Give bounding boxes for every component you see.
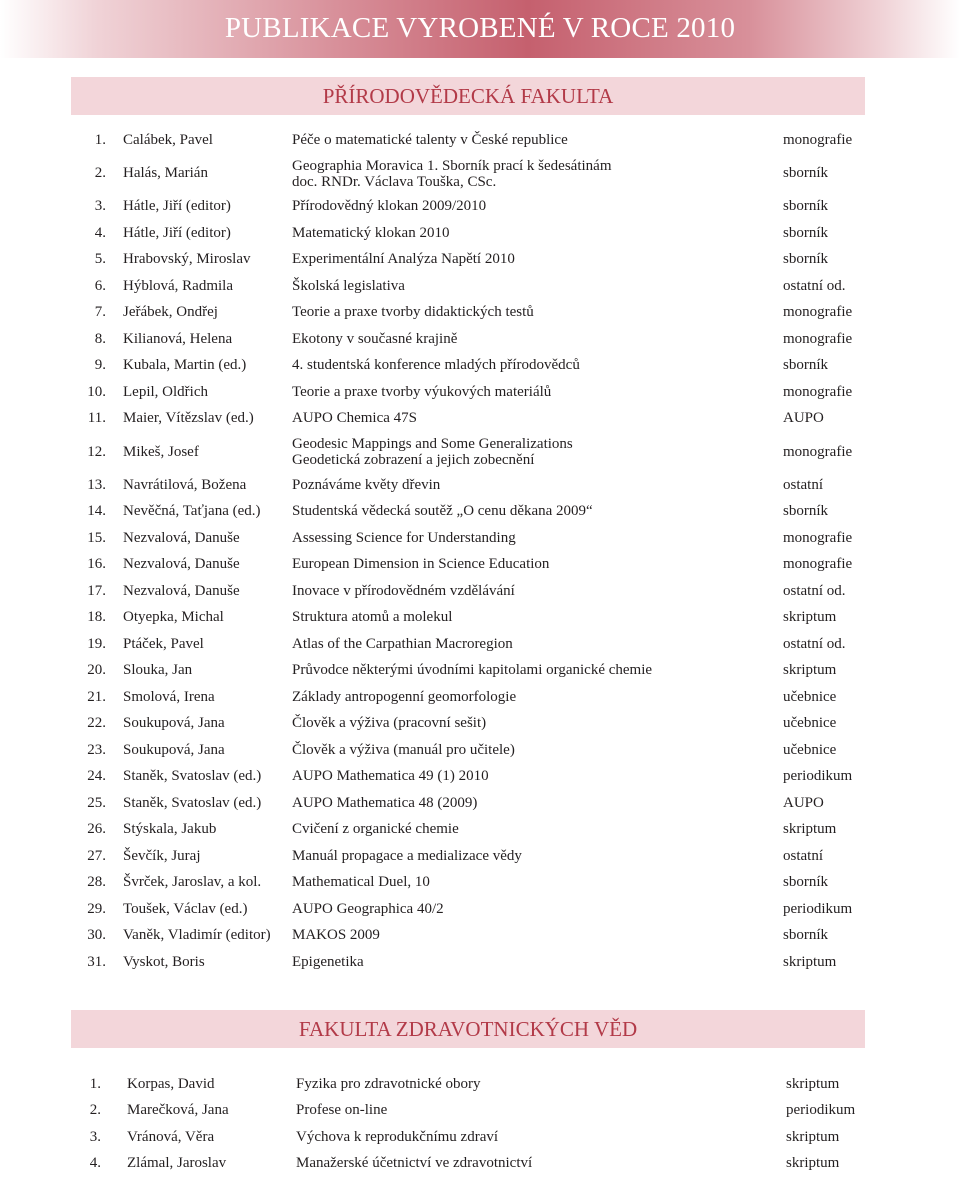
row-title-line: Experimentální Analýza Napětí 2010 (292, 251, 515, 268)
row-type: periodikum (783, 764, 852, 791)
row-title (292, 326, 457, 353)
row-number: 3. (73, 1124, 101, 1151)
row-author: Halás, Marián (123, 154, 208, 194)
row-type: sborník (783, 154, 828, 194)
row-title (292, 896, 444, 923)
row-title-line: Průvodce některými úvodními kapitolami organické chemie (292, 662, 652, 679)
row-author: Hátle, Jiří (editor) (123, 220, 231, 247)
row-title-line: Péče o matematické talenty v České republice (292, 132, 568, 149)
table-row (0, 870, 960, 897)
row-author: Vránová, Věra (127, 1124, 214, 1151)
row-title (292, 737, 515, 764)
row-title (292, 247, 515, 274)
row-title-line: Geographia Moravica 1. Sborník prací k šedesátinám (292, 158, 611, 174)
row-title-line: Člověk a výživa (manuál pro učitele) (292, 742, 515, 759)
row-type: skriptum (786, 1151, 839, 1177)
row-type: skriptum (786, 1124, 839, 1151)
row-title (292, 432, 573, 472)
row-type: ostatní (783, 472, 823, 499)
row-author: Staněk, Svatoslav (ed.) (123, 764, 261, 791)
row-title-line: Manažerské účetnictví ve zdravotnictví (296, 1155, 532, 1172)
row-title (292, 790, 477, 817)
row-number: 17. (78, 578, 106, 605)
row-number: 2. (73, 1098, 101, 1125)
row-title (292, 870, 430, 897)
row-title-line: Člověk a výživa (pracovní sešit) (292, 715, 486, 732)
row-number: 21. (78, 684, 106, 711)
row-type: skriptum (786, 1071, 839, 1098)
row-title-line: AUPO Geographica 40/2 (292, 901, 444, 918)
row-title-line: doc. RNDr. Václava Touška, CSc. (292, 174, 496, 190)
row-author: Nezvalová, Danuše (123, 578, 240, 605)
table-row (0, 1151, 960, 1177)
row-author: Nezvalová, Danuše (123, 525, 240, 552)
row-type: sborník (783, 499, 828, 526)
row-title (292, 843, 522, 870)
row-title-line: Školská legislativa (292, 278, 405, 295)
row-author: Calábek, Pavel (123, 127, 213, 154)
row-title-line: Fyzika pro zdravotnické obory (296, 1076, 481, 1093)
row-type: ostatní od. (783, 631, 846, 658)
row-type: skriptum (783, 817, 836, 844)
row-title-line: AUPO Mathematica 48 (2009) (292, 795, 477, 812)
row-type: sborník (783, 194, 828, 221)
row-number: 10. (78, 379, 106, 406)
row-author: Vaněk, Vladimír (editor) (123, 923, 271, 950)
row-author: Toušek, Václav (ed.) (123, 896, 247, 923)
row-number: 24. (78, 764, 106, 791)
row-number: 4. (73, 1151, 101, 1177)
row-title (292, 300, 534, 327)
row-title (292, 127, 568, 154)
row-type: skriptum (783, 658, 836, 685)
table-row (0, 194, 960, 221)
row-title-line: Studentská vědecká soutěž „O cenu děkana 2009“ (292, 503, 593, 520)
row-title (292, 353, 580, 380)
table-row (0, 432, 960, 472)
row-number: 14. (78, 499, 106, 526)
table-row (0, 605, 960, 632)
publication-list-prirodovedecka (0, 127, 960, 976)
row-title-line: Ekotony v současné krajině (292, 331, 457, 348)
row-title-line: MAKOS 2009 (292, 927, 380, 944)
row-title (292, 525, 516, 552)
table-row (0, 711, 960, 738)
row-author: Kubala, Martin (ed.) (123, 353, 246, 380)
row-title-line: Assessing Science for Understanding (292, 530, 516, 547)
row-number: 22. (78, 711, 106, 738)
row-type: učebnice (783, 711, 836, 738)
row-title (292, 499, 593, 526)
row-type: monografie (783, 326, 852, 353)
row-author: Nevěčná, Taťjana (ed.) (123, 499, 261, 526)
row-author: Nezvalová, Danuše (123, 552, 240, 579)
row-title-line: Atlas of the Carpathian Macroregion (292, 636, 513, 653)
row-title-line: Poznáváme květy dřevin (292, 477, 440, 494)
table-row (0, 472, 960, 499)
row-type: sborník (783, 220, 828, 247)
row-number: 30. (78, 923, 106, 950)
row-title (296, 1071, 481, 1098)
row-title (292, 552, 549, 579)
table-row (0, 127, 960, 154)
table-row (0, 247, 960, 274)
table-row (0, 764, 960, 791)
table-row (0, 843, 960, 870)
row-title (292, 220, 449, 247)
table-row (0, 552, 960, 579)
row-author: Korpas, David (127, 1071, 214, 1098)
section-header-zdravotnickych (71, 1010, 865, 1048)
row-type: sborník (783, 923, 828, 950)
row-author: Vyskot, Boris (123, 949, 205, 976)
header-banner (0, 0, 960, 58)
row-author: Slouka, Jan (123, 658, 192, 685)
row-type: učebnice (783, 737, 836, 764)
row-title (292, 379, 551, 406)
table-row (0, 1071, 960, 1098)
row-type: AUPO (783, 790, 824, 817)
row-type: sborník (783, 353, 828, 380)
row-type: periodikum (783, 896, 852, 923)
row-title-line: Přírodovědný klokan 2009/2010 (292, 198, 486, 215)
row-type: monografie (783, 525, 852, 552)
table-row (0, 896, 960, 923)
row-title-line: Inovace v přírodovědném vzdělávání (292, 583, 515, 600)
row-number: 1. (73, 1071, 101, 1098)
row-author: Ptáček, Pavel (123, 631, 204, 658)
row-number: 19. (78, 631, 106, 658)
table-row (0, 326, 960, 353)
row-author: Otyepka, Michal (123, 605, 224, 632)
row-author: Mikeš, Josef (123, 432, 199, 472)
section-title: PŘÍRODOVĚDECKÁ FAKULTA (71, 84, 865, 109)
row-title (292, 154, 611, 194)
row-title-line: Cvičení z organické chemie (292, 821, 459, 838)
row-author: Stýskala, Jakub (123, 817, 216, 844)
row-title (292, 949, 364, 976)
row-title-line: Epigenetika (292, 954, 364, 971)
row-title (292, 472, 440, 499)
table-row (0, 737, 960, 764)
section-title: FAKULTA ZDRAVOTNICKÝCH VĚD (71, 1017, 865, 1042)
row-title (292, 764, 489, 791)
table-row (0, 658, 960, 685)
row-title (292, 631, 513, 658)
table-row (0, 1098, 960, 1125)
row-title (292, 923, 380, 950)
row-number: 25. (78, 790, 106, 817)
row-number: 1. (78, 127, 106, 154)
row-title-line: Profese on-line (296, 1102, 387, 1119)
row-title-line: European Dimension in Science Education (292, 556, 549, 573)
row-number: 9. (78, 353, 106, 380)
row-number: 3. (78, 194, 106, 221)
publication-list-zdravotnickych (0, 1071, 960, 1177)
row-author: Švrček, Jaroslav, a kol. (123, 870, 261, 897)
row-number: 16. (78, 552, 106, 579)
row-author: Staněk, Svatoslav (ed.) (123, 790, 261, 817)
row-title (296, 1124, 498, 1151)
row-number: 6. (78, 273, 106, 300)
row-title-line: Geodetická zobrazení a jejich zobecnění (292, 452, 534, 468)
row-type: ostatní od. (783, 578, 846, 605)
row-title-line: Základy antropogenní geomorfologie (292, 689, 516, 706)
row-title (292, 406, 417, 433)
table-row (0, 817, 960, 844)
row-number: 26. (78, 817, 106, 844)
row-title-line: Matematický klokan 2010 (292, 225, 449, 242)
table-row (0, 379, 960, 406)
row-title-line: Teorie a praxe tvorby didaktických testů (292, 304, 534, 321)
row-type: učebnice (783, 684, 836, 711)
row-title (292, 194, 486, 221)
table-row (0, 273, 960, 300)
row-type: ostatní (783, 843, 823, 870)
table-row (0, 923, 960, 950)
row-author: Navrátilová, Božena (123, 472, 246, 499)
row-number: 12. (78, 432, 106, 472)
row-title-line: AUPO Mathematica 49 (1) 2010 (292, 768, 489, 785)
table-row (0, 525, 960, 552)
row-title (292, 273, 405, 300)
row-type: skriptum (783, 605, 836, 632)
row-title (292, 684, 516, 711)
table-row (0, 154, 960, 194)
row-number: 2. (78, 154, 106, 194)
row-title (292, 578, 515, 605)
row-title (292, 711, 486, 738)
row-number: 18. (78, 605, 106, 632)
table-row (0, 949, 960, 976)
row-author: Soukupová, Jana (123, 711, 225, 738)
row-type: monografie (783, 127, 852, 154)
row-type: monografie (783, 432, 852, 472)
row-title-line: Manuál propagace a medializace vědy (292, 848, 522, 865)
row-title-line: 4. studentská konference mladých přírodovědců (292, 357, 580, 374)
row-title (296, 1151, 532, 1177)
row-number: 29. (78, 896, 106, 923)
row-author: Hýblová, Radmila (123, 273, 233, 300)
row-title (292, 817, 459, 844)
page-title: PUBLIKACE VYROBENÉ V ROCE 2010 (0, 12, 960, 45)
table-row (0, 790, 960, 817)
row-type: ostatní od. (783, 273, 846, 300)
row-type: sborník (783, 870, 828, 897)
row-number: 31. (78, 949, 106, 976)
row-number: 15. (78, 525, 106, 552)
row-title (292, 658, 652, 685)
table-row (0, 353, 960, 380)
row-author: Jeřábek, Ondřej (123, 300, 218, 327)
row-author: Lepil, Oldřich (123, 379, 208, 406)
row-title (292, 605, 452, 632)
row-number: 13. (78, 472, 106, 499)
row-type: monografie (783, 379, 852, 406)
row-title (296, 1098, 387, 1125)
row-number: 11. (78, 406, 106, 433)
table-row (0, 300, 960, 327)
row-author: Soukupová, Jana (123, 737, 225, 764)
row-type: skriptum (783, 949, 836, 976)
row-title-line: Geodesic Mappings and Some Generalizations (292, 436, 573, 452)
row-author: Smolová, Irena (123, 684, 215, 711)
row-author: Maier, Vítězslav (ed.) (123, 406, 254, 433)
table-row (0, 578, 960, 605)
row-title-line: AUPO Chemica 47S (292, 410, 417, 427)
row-title-line: Teorie a praxe tvorby výukových materiálů (292, 384, 551, 401)
row-type: AUPO (783, 406, 824, 433)
table-row (0, 499, 960, 526)
row-author: Hátle, Jiří (editor) (123, 194, 231, 221)
row-author: Kilianová, Helena (123, 326, 232, 353)
row-author: Hrabovský, Miroslav (123, 247, 251, 274)
row-title-line: Výchova k reprodukčnímu zdraví (296, 1129, 498, 1146)
row-title-line: Struktura atomů a molekul (292, 609, 452, 626)
row-type: monografie (783, 552, 852, 579)
row-number: 20. (78, 658, 106, 685)
table-row (0, 631, 960, 658)
row-number: 23. (78, 737, 106, 764)
row-type: monografie (783, 300, 852, 327)
table-row (0, 406, 960, 433)
row-number: 27. (78, 843, 106, 870)
row-number: 28. (78, 870, 106, 897)
table-row (0, 1124, 960, 1151)
row-number: 5. (78, 247, 106, 274)
row-type: periodikum (786, 1098, 855, 1125)
row-type: sborník (783, 247, 828, 274)
row-number: 7. (78, 300, 106, 327)
table-row (0, 684, 960, 711)
row-title-line: Mathematical Duel, 10 (292, 874, 430, 891)
row-author: Marečková, Jana (127, 1098, 229, 1125)
table-row (0, 220, 960, 247)
section-header-prirodovedecka (71, 77, 865, 115)
row-author: Ševčík, Juraj (123, 843, 200, 870)
row-author: Zlámal, Jaroslav (127, 1151, 226, 1177)
row-number: 4. (78, 220, 106, 247)
row-number: 8. (78, 326, 106, 353)
